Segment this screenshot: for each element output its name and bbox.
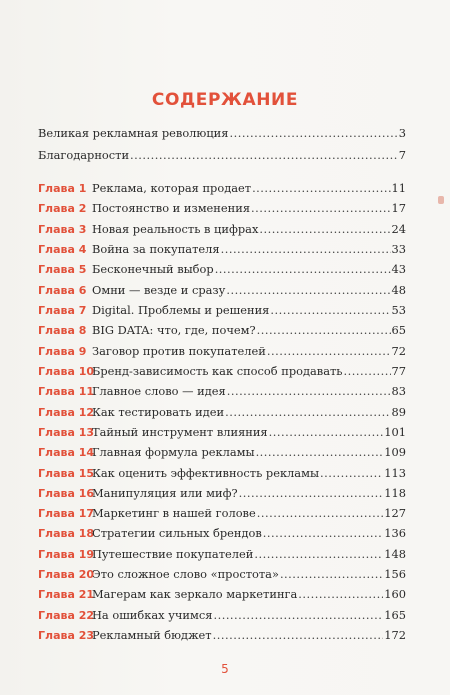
toc-page-number: 160	[384, 587, 406, 602]
chapter-label: Глава 3	[38, 222, 87, 236]
toc-page-number: 101	[384, 424, 406, 439]
chapter-label: Глава 16	[38, 486, 95, 500]
bleed-mark	[438, 196, 444, 204]
toc-page-number: 24	[391, 221, 406, 236]
chapter-label: Глава 13	[38, 425, 95, 439]
toc-page-number: 3	[398, 126, 406, 140]
toc-page-number: 7	[398, 148, 406, 162]
toc-chapter-4	[38, 242, 406, 260]
dot-leader	[263, 526, 383, 540]
toc-entry-title: Постоянство и изменения	[92, 201, 251, 216]
toc-chapter-6	[38, 283, 406, 301]
toc-page-number: 77	[391, 363, 406, 378]
dot-leader	[254, 547, 383, 561]
dot-leader	[269, 425, 384, 439]
toc-entry-title: Заговор против покупателей	[92, 343, 266, 358]
toc-chapter-1	[38, 181, 406, 199]
dot-leader	[270, 303, 390, 317]
toc-entry-title: Как оценить эффективность рекламы	[92, 465, 320, 480]
toc-entry-title: Омни — везде и сразу	[92, 282, 226, 297]
toc-chapter-19	[38, 547, 406, 565]
dot-leader	[259, 222, 390, 236]
toc-entry-title: Реклама, которая продает	[92, 181, 252, 195]
dot-leader	[130, 148, 398, 162]
toc-entry-title: Магерам как зеркало маркетинга	[92, 587, 298, 602]
dot-leader	[298, 587, 383, 601]
toc-chapter-16	[38, 486, 406, 504]
toc-chapter-11	[38, 384, 406, 402]
toc-page-number: 48	[391, 282, 406, 297]
dot-leader	[320, 466, 383, 480]
toc-chapter-8	[38, 323, 406, 341]
chapter-label: Глава 19	[38, 547, 95, 561]
chapter-label: Глава 9	[38, 344, 87, 358]
chapter-label: Глава 12	[38, 405, 95, 419]
toc-page-number: 109	[384, 445, 406, 460]
chapter-label: Глава 11	[38, 385, 95, 399]
toc-entry-title: Новая реальность в цифрах	[92, 221, 259, 236]
dot-leader	[267, 344, 391, 358]
chapter-label: Глава 18	[38, 527, 95, 541]
toc-page-number: 53	[391, 302, 406, 317]
toc-page-number: 172	[384, 628, 406, 642]
dot-leader	[251, 201, 390, 215]
chapter-label: Глава 1	[38, 182, 87, 195]
toc-page-number: 65	[391, 323, 406, 338]
toc-page-number: 72	[391, 343, 406, 358]
chapter-label: Глава 6	[38, 283, 87, 297]
toc-chapter-15	[38, 466, 406, 484]
toc-page-number: 156	[384, 567, 406, 581]
toc-chapter-13	[38, 425, 406, 443]
toc-entry-title: Тайный инструмент влияния	[92, 424, 268, 439]
toc-chapter-20	[38, 567, 406, 585]
toc-chapter-12	[38, 405, 406, 423]
chapter-label: Глава 20	[38, 568, 95, 581]
toc-chapter-9	[38, 344, 406, 362]
chapter-label: Глава 15	[38, 466, 95, 480]
toc-entry-title: Как тестировать идеи	[92, 404, 225, 419]
chapter-label: Глава 17	[38, 507, 95, 521]
toc-entry-front-1	[38, 126, 406, 144]
chapter-label: Глава 23	[38, 629, 95, 642]
toc-page-number: 11	[391, 181, 406, 195]
toc-entry-title: На ошибках учимся	[92, 607, 213, 622]
dot-leader	[226, 283, 390, 297]
dot-leader	[256, 445, 384, 459]
toc-chapter-21	[38, 587, 406, 605]
dot-leader	[257, 506, 384, 520]
toc-entry-title: Бесконечный выбор	[92, 262, 214, 277]
toc-entry-title: Главное слово — идея	[92, 384, 226, 399]
toc-entry-title: Манипуляция или миф?	[92, 485, 238, 500]
dot-leader	[227, 384, 391, 398]
toc-entry-title: Digital. Проблемы и решения	[92, 302, 270, 317]
chapter-label: Глава 7	[38, 303, 87, 317]
dot-leader	[257, 323, 391, 337]
toc-chapter-14	[38, 445, 406, 463]
dot-leader	[280, 567, 383, 581]
dot-leader	[239, 486, 384, 500]
toc-entry-title: Война за покупателя	[92, 242, 220, 256]
toc-entry-title: Бренд-зависимость как способ продавать	[92, 363, 343, 378]
toc-entry-title: Маркетинг в нашей голове	[92, 506, 256, 521]
toc-chapter-3	[38, 222, 406, 240]
chapter-label: Глава 4	[38, 243, 87, 256]
toc-chapter-23	[38, 628, 406, 646]
toc-entry-title: BIG DATA: что, где, почем?	[92, 323, 256, 338]
chapter-label: Глава 22	[38, 608, 95, 622]
dot-leader	[213, 608, 383, 622]
toc-page-number: 136	[384, 526, 406, 541]
dot-leader	[229, 126, 397, 140]
toc-chapter-10	[38, 364, 406, 382]
toc-chapter-7	[38, 303, 406, 321]
toc-entry-title: Великая рекламная революция	[38, 126, 229, 140]
toc-chapter-18	[38, 526, 406, 544]
toc-entry-title: Стратегии сильных брендов	[92, 526, 262, 541]
page-number: 5	[221, 662, 229, 676]
toc-chapter-22	[38, 608, 406, 626]
toc-entry-title: Это сложное слово «простота»	[92, 567, 279, 581]
toc-page-number: 113	[384, 465, 406, 480]
dot-leader	[252, 181, 390, 195]
dot-leader	[344, 364, 391, 378]
toc-page-number: 43	[391, 262, 406, 277]
chapter-label: Глава 5	[38, 263, 87, 277]
dot-leader	[225, 405, 390, 419]
toc-entry-title: Путешествие покупателей	[92, 546, 254, 561]
chapter-label: Глава 21	[38, 588, 95, 602]
toc-page-number: 33	[391, 242, 406, 256]
dot-leader	[215, 262, 391, 276]
toc-chapter-2	[38, 201, 406, 219]
dot-leader	[213, 628, 384, 642]
toc-page-number: 17	[391, 201, 406, 216]
toc-entry-front-2	[38, 148, 406, 166]
toc-page-number: 148	[384, 546, 406, 561]
toc-page-number: 165	[384, 607, 406, 622]
toc-chapter-5	[38, 262, 406, 280]
dot-leader	[221, 242, 391, 256]
chapter-label: Глава 8	[38, 324, 87, 338]
toc-page-number: 127	[384, 506, 406, 521]
chapter-label: Глава 2	[38, 202, 87, 216]
toc-page-number: 83	[391, 384, 406, 399]
toc-page-number: 118	[384, 485, 406, 500]
page-title: СОДЕРЖАНИЕ	[151, 90, 299, 110]
toc-entry-title: Главная формула рекламы	[92, 445, 255, 460]
chapter-label: Глава 10	[38, 364, 95, 378]
toc-page-number: 89	[391, 404, 406, 419]
toc-entry-title: Рекламный бюджет	[92, 628, 212, 642]
toc-chapter-17	[38, 506, 406, 524]
chapter-label: Глава 14	[38, 446, 95, 460]
toc-entry-title: Благодарности	[38, 148, 130, 162]
